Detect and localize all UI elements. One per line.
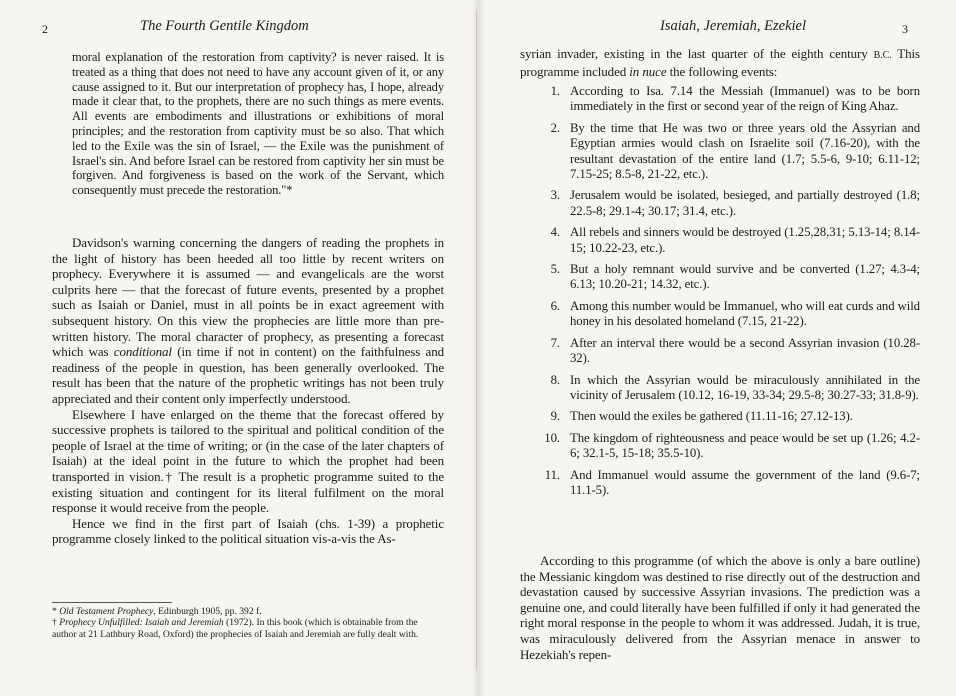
left-page-number: 2 [42, 22, 48, 36]
event-number: 10. [544, 430, 560, 445]
intro-text-b: This programme included [520, 46, 920, 79]
footnote-2-title: Prophecy Unfulfilled: Isaiah and Jeremiah [59, 617, 224, 629]
event-text: Among this number would be Immanuel, who will eat curds and wild honey in his desolated homeland (7.15, 21-22). [570, 298, 920, 329]
gutter-line [476, 10, 477, 670]
para1-emphasis: conditional [113, 344, 172, 360]
intro-in-nuce: in nuce [629, 63, 667, 79]
event-number: 9. [550, 409, 560, 424]
left-body [52, 235, 444, 547]
event-item [524, 409, 920, 424]
event-text: Jerusalem would be isolated, besieged, and partially destroyed (1.8; 22.5-8; 29.1-4; 30.17; 31.4, etc.). [570, 188, 920, 218]
event-item [524, 262, 920, 293]
event-item [524, 431, 920, 462]
footnote-rule [52, 602, 172, 603]
event-item [524, 84, 920, 115]
right-intro [520, 46, 920, 79]
footnote-1 [52, 606, 442, 617]
event-text: But a holy remnant would survive and be converted (1.27; 4.3-4; 6.13; 10.20-21; 14.32, etc.). [570, 262, 920, 292]
event-number: 7. [550, 335, 560, 350]
event-text: Then would the exiles be gathered (11.11-16; 27.12-13). [570, 409, 853, 424]
event-item [524, 336, 920, 367]
event-text: According to Isa. 7.14 the Messiah (Immanuel) was to be born immediately in the first or second year of the reign of King Ahaz. [570, 84, 920, 114]
event-text: By the time that He was two or three years old the Assyrian and Egyptian armies would clash on Israelite soil (7.16-20), with the resultant devastation of the entire land (1.7; 5.5-6, 9-10; 6.11-12; 7.15-25; 8.5-8, 21-22, etc.). [570, 120, 920, 182]
footnote-1-title: Old Testament Prophecy [59, 606, 154, 617]
left-page [0, 0, 474, 696]
footnote-1-rest: , Edinburgh 1905, pp. 392 f. [153, 606, 262, 617]
event-item [524, 121, 920, 183]
right-page-number: 3 [902, 22, 908, 36]
event-item [524, 225, 920, 256]
intro-bc: B.C. [873, 50, 892, 61]
intro-text-a: syrian invader, existing in the last quarter of the eighth century [520, 46, 874, 61]
event-item [524, 468, 920, 499]
event-text: All rebels and sinners would be destroyed (1.25,28,31; 5.13-14; 8.14-15; 10.22-23, etc.). [570, 225, 920, 255]
events-list [524, 84, 920, 498]
event-item [524, 373, 920, 404]
paragraph-elsewhere: Elsewhere I have enlarged on the theme that the forecast offered by successive prophets is tailored to the spiritual and political condition of the people of Israel at the time of writing; or (in the case of the later chapters of Isaiah) at the ideal point in the future to which the prophet had been transported in vision.† The result is a prophetic programme suited to the existing situation and contingent for its literal fulfilment on the moral response it would receive from the people. [52, 406, 444, 516]
block-quote [72, 50, 444, 198]
quote-text: moral explanation of the restoration from captivity? is never raised. It is treated as a thing that does not need to have any account given of it, or any cause assigned to it. But our interpretation of prophecy has, I hope, already made it clear that, to the prophets, there are no such things as mere events. All events are embodiments and illustrations or exhibitions of moral principles; and the restoration from captivity must be so also. That which led to the Exile was the sin of Israel, — the Exile was the punishment of Israel's sin. And before Israel can be restored from captivity her sin must be forgiven. And forgiveness is based on the work of the Servant, which consequently must precede the restoration."* [72, 50, 444, 198]
event-number: 2. [550, 120, 560, 135]
para1-text-b: (in time if not in content) on the faithfulness and readiness of the people in question, has been generally overlooked. The result has been that the nature of the prophetic writings has not been truly appreciated and their content only imperfectly understood. [52, 344, 444, 406]
event-text: And Immanuel would assume the government of the land (9.6-7; 11.1-5). [570, 467, 920, 497]
right-closing [520, 553, 920, 662]
event-number: 5. [550, 262, 560, 277]
paragraph-hence: Hence we find in the first part of Isaiah (chs. 1-39) a prophetic programme closely linked to the political situation vis-a-vis the As- [52, 515, 444, 547]
event-item [524, 299, 920, 330]
event-number: 3. [550, 188, 560, 203]
event-number: 11. [544, 467, 560, 482]
event-number: 4. [550, 225, 560, 240]
para1-text-a: Davidson's warning concerning the dangers of reading the prophets in the light of history has been heeded all too little by recent writers on prophecy. Everywhere it is assumed — and evangelicals are the worst culprits here — that the forecast of future events, presented by a prophet such as Isaiah or Daniel, must in all points be in exact agreement with subsequent history. On this view the prophecies are little more than pre-written history. The moral character of prophecy, as presenting a forecast which was [52, 235, 444, 360]
event-number: 1. [550, 84, 560, 98]
paragraph-davidson [52, 235, 444, 407]
event-text: In which the Assyrian would be miraculously annihilated in the vicinity of Jerusalem (10.12, 16-19, 33-34; 29.5-8; 30.27-33; 31.8-9). [570, 372, 920, 402]
footnote-1-marker: * [52, 606, 60, 617]
right-running-head: Isaiah, Jeremiah, Ezekiel [660, 18, 807, 34]
event-text: After an interval there would be a second Assyrian invasion (10.28-32). [570, 335, 920, 366]
footnote-2-marker: † [52, 617, 60, 629]
right-page [482, 0, 956, 696]
left-running-head: The Fourth Gentile Kingdom [140, 18, 309, 34]
events-list-wrap [524, 84, 920, 504]
event-text: The kingdom of righteousness and peace would be set up (1.26; 4.2-6; 32.1-5, 15-18; 35.5-10). [570, 430, 920, 461]
event-number: 8. [550, 372, 560, 387]
intro-text-c: the following events: [666, 63, 778, 79]
intro-text [520, 46, 920, 79]
event-number: 6. [550, 298, 560, 313]
footnote-2 [52, 617, 442, 640]
paragraph-according: According to this programme (of which the above is only a bare outline) the Messianic kingdom was destined to rise directly out of the destruction and devastation caused by successive Assyrian invasions. The prediction was a genuine one, and could literally have been fulfilled if only it had generated the right moral response in the people to whom it was addressed. Judah, it is true, was miraculously delivered from the Assyrian menace in answer to Hezekiah's repen- [520, 553, 920, 662]
footnote-2-rest: (1972). In this book (which is obtainable from the author at 21 Lathbury Road, Oxford) the prophecies of Isaiah and Jeremiah are fully dealt with. [52, 617, 419, 640]
event-item [524, 188, 920, 219]
footnotes [52, 602, 442, 640]
